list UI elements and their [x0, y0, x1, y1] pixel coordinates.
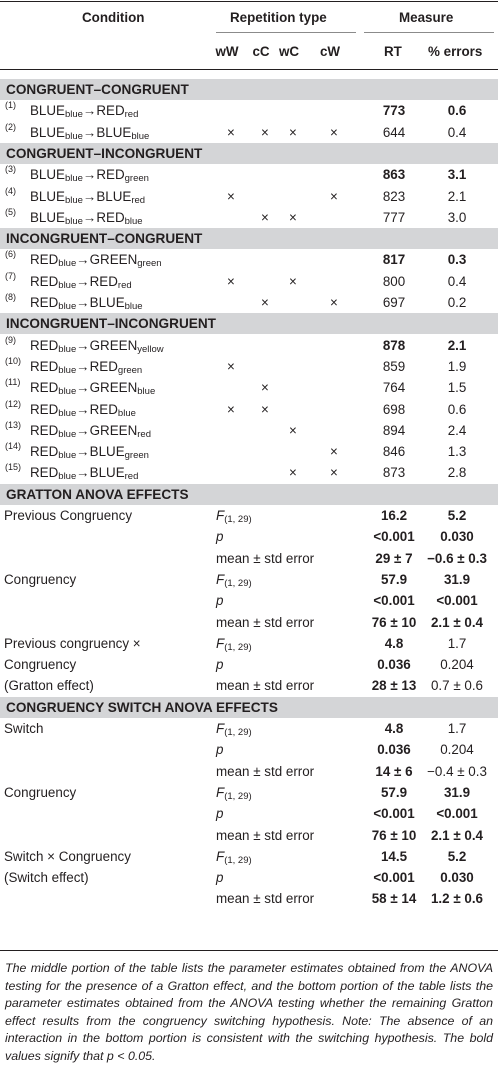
header-errors: % errors	[428, 44, 483, 59]
ink-1: blue	[64, 215, 83, 227]
word-2: BLUE	[96, 188, 132, 204]
error-value: 3.0	[447, 209, 467, 225]
stat-df: (1, 29)	[224, 727, 252, 738]
stat-label	[216, 721, 252, 738]
word-2: RED	[96, 209, 125, 225]
stat-symbol: F	[216, 848, 225, 864]
ink-2: blue	[117, 407, 136, 419]
word-2: RED	[96, 103, 125, 119]
arrow: →	[76, 273, 90, 289]
effect-label-text: (Switch effect)	[4, 870, 89, 886]
repetition-mark: ×	[330, 295, 338, 310]
condition-label	[30, 295, 143, 312]
stat-symbol: p	[216, 806, 224, 822]
error-value: −0.6 ± 0.3	[427, 550, 487, 566]
arrow: →	[76, 337, 90, 353]
row-number: (11)	[5, 377, 21, 388]
arrow: →	[82, 209, 97, 225]
error-value: 2.1	[447, 188, 467, 204]
rt-value: 859	[382, 358, 406, 374]
rt-value: <0.001	[373, 870, 415, 886]
section-header	[0, 79, 498, 100]
repetition-mark: ×	[330, 444, 338, 460]
ink-2: red	[137, 428, 151, 440]
word-1: RED	[30, 273, 59, 289]
word-1: BLUE	[30, 124, 65, 140]
error-value: 2.1 ± 0.4	[430, 827, 484, 843]
repetition-mark: ×	[227, 401, 235, 417]
header-ww: wW	[215, 44, 239, 59]
error-value: 0.2	[447, 295, 467, 310]
stat-label	[216, 784, 252, 802]
rt-value: 777	[382, 209, 406, 225]
word-2: GREEN	[89, 380, 138, 396]
ink-2: yellow	[137, 343, 164, 355]
error-value: 0.4	[447, 273, 467, 289]
rt-value: 14.5	[380, 848, 408, 864]
condition-label	[30, 444, 149, 462]
header-cw: cW	[319, 44, 341, 59]
stat-symbol: F	[216, 571, 225, 587]
word-1: RED	[30, 358, 59, 374]
stat-df: (1, 29)	[224, 514, 252, 525]
ink-1: blue	[58, 301, 77, 312]
rt-value: 4.8	[384, 635, 404, 651]
error-value: 2.1 ± 0.4	[430, 614, 484, 630]
stat-label	[216, 508, 252, 525]
arrow: →	[82, 103, 97, 119]
arrow: →	[82, 167, 97, 183]
rt-value: 697	[382, 295, 406, 310]
row-number: (14)	[5, 441, 22, 452]
ink-1: blue	[64, 130, 83, 142]
row-number: (4)	[5, 185, 16, 196]
rt-value: <0.001	[373, 529, 415, 545]
condition-label	[30, 252, 162, 270]
stat-label	[216, 658, 223, 671]
error-value: 0.6	[447, 103, 467, 119]
header-rt: RT	[384, 44, 402, 59]
word-2: BLUE	[96, 124, 132, 140]
row-number: (12)	[5, 398, 22, 409]
error-value: 0.6	[447, 401, 467, 417]
error-value: 3.1	[447, 167, 467, 183]
ink-2: green	[124, 173, 149, 185]
section-title: INCONGRUENT–CONGRUENT	[6, 231, 203, 247]
word-2: RED	[96, 167, 125, 183]
arrow: →	[82, 188, 97, 204]
stat-label	[216, 871, 223, 884]
stat-symbol: p	[216, 657, 224, 673]
error-value: 1.7	[447, 721, 467, 736]
error-value: 0.3	[447, 252, 467, 268]
rt-value: 4.8	[384, 721, 404, 736]
stat-label	[216, 848, 252, 866]
row-number: (10)	[5, 355, 22, 366]
error-value: 2.4	[447, 422, 467, 438]
row-number: (5)	[5, 206, 16, 217]
word-1: RED	[30, 465, 59, 481]
arrow: →	[76, 380, 90, 396]
rt-value: 873	[382, 465, 406, 481]
condition-label	[30, 401, 136, 419]
word-1: BLUE	[30, 103, 65, 119]
condition-label	[30, 422, 151, 440]
stat-symbol: p	[216, 870, 224, 886]
effect-label-text: Switch × Congruency	[4, 848, 131, 864]
error-value: 31.9	[443, 784, 471, 800]
rt-value: 14 ± 6	[375, 763, 413, 779]
row-number: (2)	[5, 121, 16, 132]
rt-value: 28 ± 13	[371, 678, 417, 694]
rt-value: 29 ± 7	[375, 550, 413, 566]
stat-label	[216, 594, 223, 607]
header-condition: Condition	[82, 10, 145, 25]
arrow: →	[76, 358, 90, 374]
effect-label-text: Switch	[4, 721, 44, 736]
effect-label-text: Congruency	[4, 784, 77, 800]
stat-label: mean ± std error	[216, 763, 315, 779]
rt-value: 57.9	[380, 784, 408, 800]
word-2: GREEN	[89, 422, 138, 438]
repetition-mark: ×	[227, 188, 235, 204]
rule-repetition	[216, 32, 356, 33]
section-header	[0, 228, 498, 249]
stat-label: mean ± std error	[216, 550, 315, 566]
rt-value: <0.001	[373, 806, 415, 822]
word-1: RED	[30, 401, 59, 417]
rt-value: 0.036	[377, 657, 411, 673]
condition-label	[30, 337, 164, 355]
effect-label-text: Previous Congruency	[4, 508, 133, 523]
error-value: 1.3	[447, 444, 467, 460]
row-number: (3)	[5, 164, 16, 175]
rt-value: 800	[382, 273, 406, 289]
ink-1: blue	[64, 194, 83, 206]
ink-2: red	[131, 194, 146, 206]
rt-value: 698	[382, 401, 406, 417]
word-1: RED	[30, 252, 59, 268]
repetition-mark: ×	[261, 380, 269, 396]
header-rule	[0, 69, 498, 70]
header-cc: cC	[252, 44, 270, 59]
row-number: (7)	[5, 270, 16, 281]
repetition-mark: ×	[289, 209, 297, 225]
ink-1: blue	[64, 173, 83, 185]
repetition-mark: ×	[289, 422, 297, 438]
word-2: RED	[89, 273, 118, 289]
condition-label	[30, 167, 149, 185]
section-header	[0, 484, 498, 505]
error-value: 0.7 ± 0.6	[430, 678, 484, 694]
ink-1: blue	[58, 364, 77, 376]
condition-label	[30, 465, 139, 483]
arrow: →	[76, 252, 90, 268]
condition-label	[30, 209, 143, 227]
ink-2: red	[117, 279, 132, 291]
stat-symbol: p	[216, 742, 224, 758]
error-value: 2.1	[447, 337, 467, 353]
stat-label: mean ± std error	[216, 891, 315, 907]
repetition-mark: ×	[289, 124, 297, 140]
ink-2: green	[117, 364, 143, 376]
ink-2: red	[124, 109, 139, 121]
header-wc: wC	[278, 44, 300, 59]
stat-symbol: F	[216, 721, 225, 736]
error-value: <0.001	[436, 806, 478, 822]
error-value: 0.030	[440, 529, 474, 545]
condition-label	[30, 273, 132, 291]
rt-value: 76 ± 10	[371, 827, 417, 843]
condition-label	[30, 358, 143, 376]
stat-label	[216, 635, 252, 653]
error-value: 1.2 ± 0.6	[430, 891, 484, 907]
ink-2: blue	[124, 215, 143, 227]
error-value: 5.2	[447, 848, 467, 864]
error-value: 2.8	[447, 465, 467, 481]
word-2: GREEN	[89, 337, 138, 353]
rt-value: 0.036	[377, 742, 411, 758]
rt-value: 823	[382, 188, 406, 204]
ink-2: green	[124, 450, 149, 462]
effect-label-text: (Gratton effect)	[4, 678, 94, 694]
row-number: (13)	[5, 419, 22, 430]
ink-2: blue	[137, 386, 156, 398]
error-value: 0.204	[440, 657, 474, 673]
rt-value: 894	[382, 422, 406, 438]
ink-1: blue	[64, 109, 83, 121]
error-value: 1.9	[447, 358, 467, 374]
repetition-mark: ×	[261, 401, 269, 417]
word-2: RED	[89, 401, 118, 417]
stat-label	[216, 743, 223, 756]
error-value: −0.4 ± 0.3	[427, 763, 487, 779]
stat-symbol: p	[216, 593, 224, 609]
effect-label-text: Previous congruency ×	[4, 635, 141, 651]
word-1: BLUE	[30, 188, 65, 204]
row-number: (9)	[5, 334, 16, 345]
error-value: 0.204	[440, 742, 474, 758]
error-value: 0.4	[447, 124, 467, 140]
top-rule	[0, 1, 498, 2]
word-1: RED	[30, 422, 59, 438]
rt-value: 764	[382, 380, 406, 396]
ink-2: green	[137, 258, 162, 270]
effect-label-text: Congruency	[4, 571, 77, 587]
condition-label	[30, 380, 156, 398]
rt-value: 16.2	[380, 508, 408, 523]
section-header	[0, 143, 498, 164]
repetition-mark: ×	[330, 188, 338, 204]
stat-df: (1, 29)	[224, 641, 252, 653]
rt-value: 58 ± 14	[371, 891, 417, 907]
error-value: 1.5	[447, 380, 467, 396]
row-number: (6)	[5, 249, 16, 260]
arrow: →	[76, 465, 90, 481]
condition-label	[30, 103, 139, 121]
repetition-mark: ×	[261, 124, 269, 140]
section-title: CONGRUENT–CONGRUENT	[6, 82, 189, 97]
word-1: BLUE	[30, 209, 65, 225]
arrow: →	[76, 295, 90, 310]
stat-label: mean ± std error	[216, 678, 315, 694]
repetition-mark: ×	[330, 465, 338, 481]
effect-label-text: Congruency	[4, 657, 77, 673]
rt-value: 863	[382, 167, 406, 183]
section-title: CONGRUENT–INCONGRUENT	[6, 145, 203, 161]
stat-df: (1, 29)	[224, 577, 252, 589]
ink-1: blue	[58, 386, 77, 398]
table-footnote: The middle portion of the table lists the parameter estimates obtained from the ANOVA testing for the presence of a Gratton effect, and the bottom portion of the table lists the parameter estimates obtained from the ANOVA testing whether the remaining Gratton effect results from the congruency switching hypothesis. Note: The absence of an interaction in the bottom portion is consistent with the switching hypothesis. The bold values signify that p < 0.05.	[5, 961, 493, 1063]
stat-symbol: p	[216, 529, 224, 545]
word-2: BLUE	[89, 295, 125, 310]
header-repetition-type: Repetition type	[230, 10, 327, 25]
repetition-mark: ×	[330, 124, 338, 140]
stat-label	[216, 807, 223, 820]
error-value: 0.030	[440, 870, 474, 886]
stat-symbol: F	[216, 784, 225, 800]
repetition-mark: ×	[261, 209, 269, 225]
section-header	[0, 697, 498, 718]
stat-symbol: F	[216, 508, 225, 523]
ink-1: blue	[58, 343, 77, 355]
ink-1: blue	[58, 428, 77, 440]
word-2: BLUE	[89, 444, 125, 460]
ink-2: red	[124, 471, 139, 483]
row-number: (8)	[5, 292, 16, 302]
stat-symbol: F	[216, 635, 225, 651]
section-title: GRATTON ANOVA EFFECTS	[6, 486, 189, 502]
condition-label	[30, 124, 150, 142]
ink-2: blue	[124, 301, 143, 312]
bottom-rule	[0, 950, 498, 951]
word-1: RED	[30, 444, 59, 460]
stat-label: mean ± std error	[216, 614, 315, 630]
rt-value: 846	[382, 444, 406, 460]
stat-label	[216, 571, 252, 589]
rt-value: 878	[382, 337, 406, 353]
arrow: →	[76, 444, 90, 460]
error-value: 5.2	[447, 508, 467, 523]
condition-label	[30, 188, 146, 206]
section-header	[0, 313, 498, 334]
word-2: BLUE	[89, 465, 125, 481]
error-value: 1.7	[447, 635, 467, 651]
error-value: <0.001	[436, 593, 478, 609]
arrow: →	[82, 124, 97, 140]
rt-value: 773	[382, 103, 406, 119]
repetition-mark: ×	[227, 124, 235, 140]
rt-value: 817	[382, 252, 406, 268]
word-1: RED	[30, 380, 59, 396]
arrow: →	[76, 401, 90, 417]
rule-measure	[364, 32, 494, 33]
word-1: RED	[30, 337, 59, 353]
header-measure: Measure	[399, 10, 454, 25]
stat-label	[216, 530, 223, 543]
repetition-mark: ×	[289, 273, 297, 289]
word-1: BLUE	[30, 167, 65, 183]
rt-value: 76 ± 10	[371, 614, 417, 630]
stat-label: mean ± std error	[216, 827, 315, 843]
repetition-mark: ×	[227, 358, 235, 374]
section-title: INCONGRUENT–INCONGRUENT	[6, 316, 216, 332]
word-1: RED	[30, 295, 59, 310]
ink-1: blue	[58, 279, 77, 291]
error-value: 31.9	[443, 571, 471, 587]
ink-1: blue	[58, 471, 77, 483]
stat-df: (1, 29)	[224, 790, 252, 802]
ink-1: blue	[58, 407, 77, 419]
rt-value: <0.001	[373, 593, 415, 609]
ink-2: blue	[131, 130, 150, 142]
rt-value: 644	[382, 124, 406, 140]
word-2: RED	[89, 358, 118, 374]
row-number: (15)	[5, 462, 22, 473]
section-title: CONGRUENCY SWITCH ANOVA EFFECTS	[6, 699, 278, 715]
arrow: →	[76, 422, 90, 438]
repetition-mark: ×	[289, 465, 297, 481]
word-2: GREEN	[89, 252, 138, 268]
rt-value: 57.9	[380, 571, 408, 587]
ink-1: blue	[58, 450, 77, 462]
row-number: (1)	[5, 100, 16, 111]
ink-1: blue	[58, 258, 77, 270]
stat-df: (1, 29)	[224, 854, 252, 866]
repetition-mark: ×	[261, 295, 269, 310]
repetition-mark: ×	[227, 273, 235, 289]
